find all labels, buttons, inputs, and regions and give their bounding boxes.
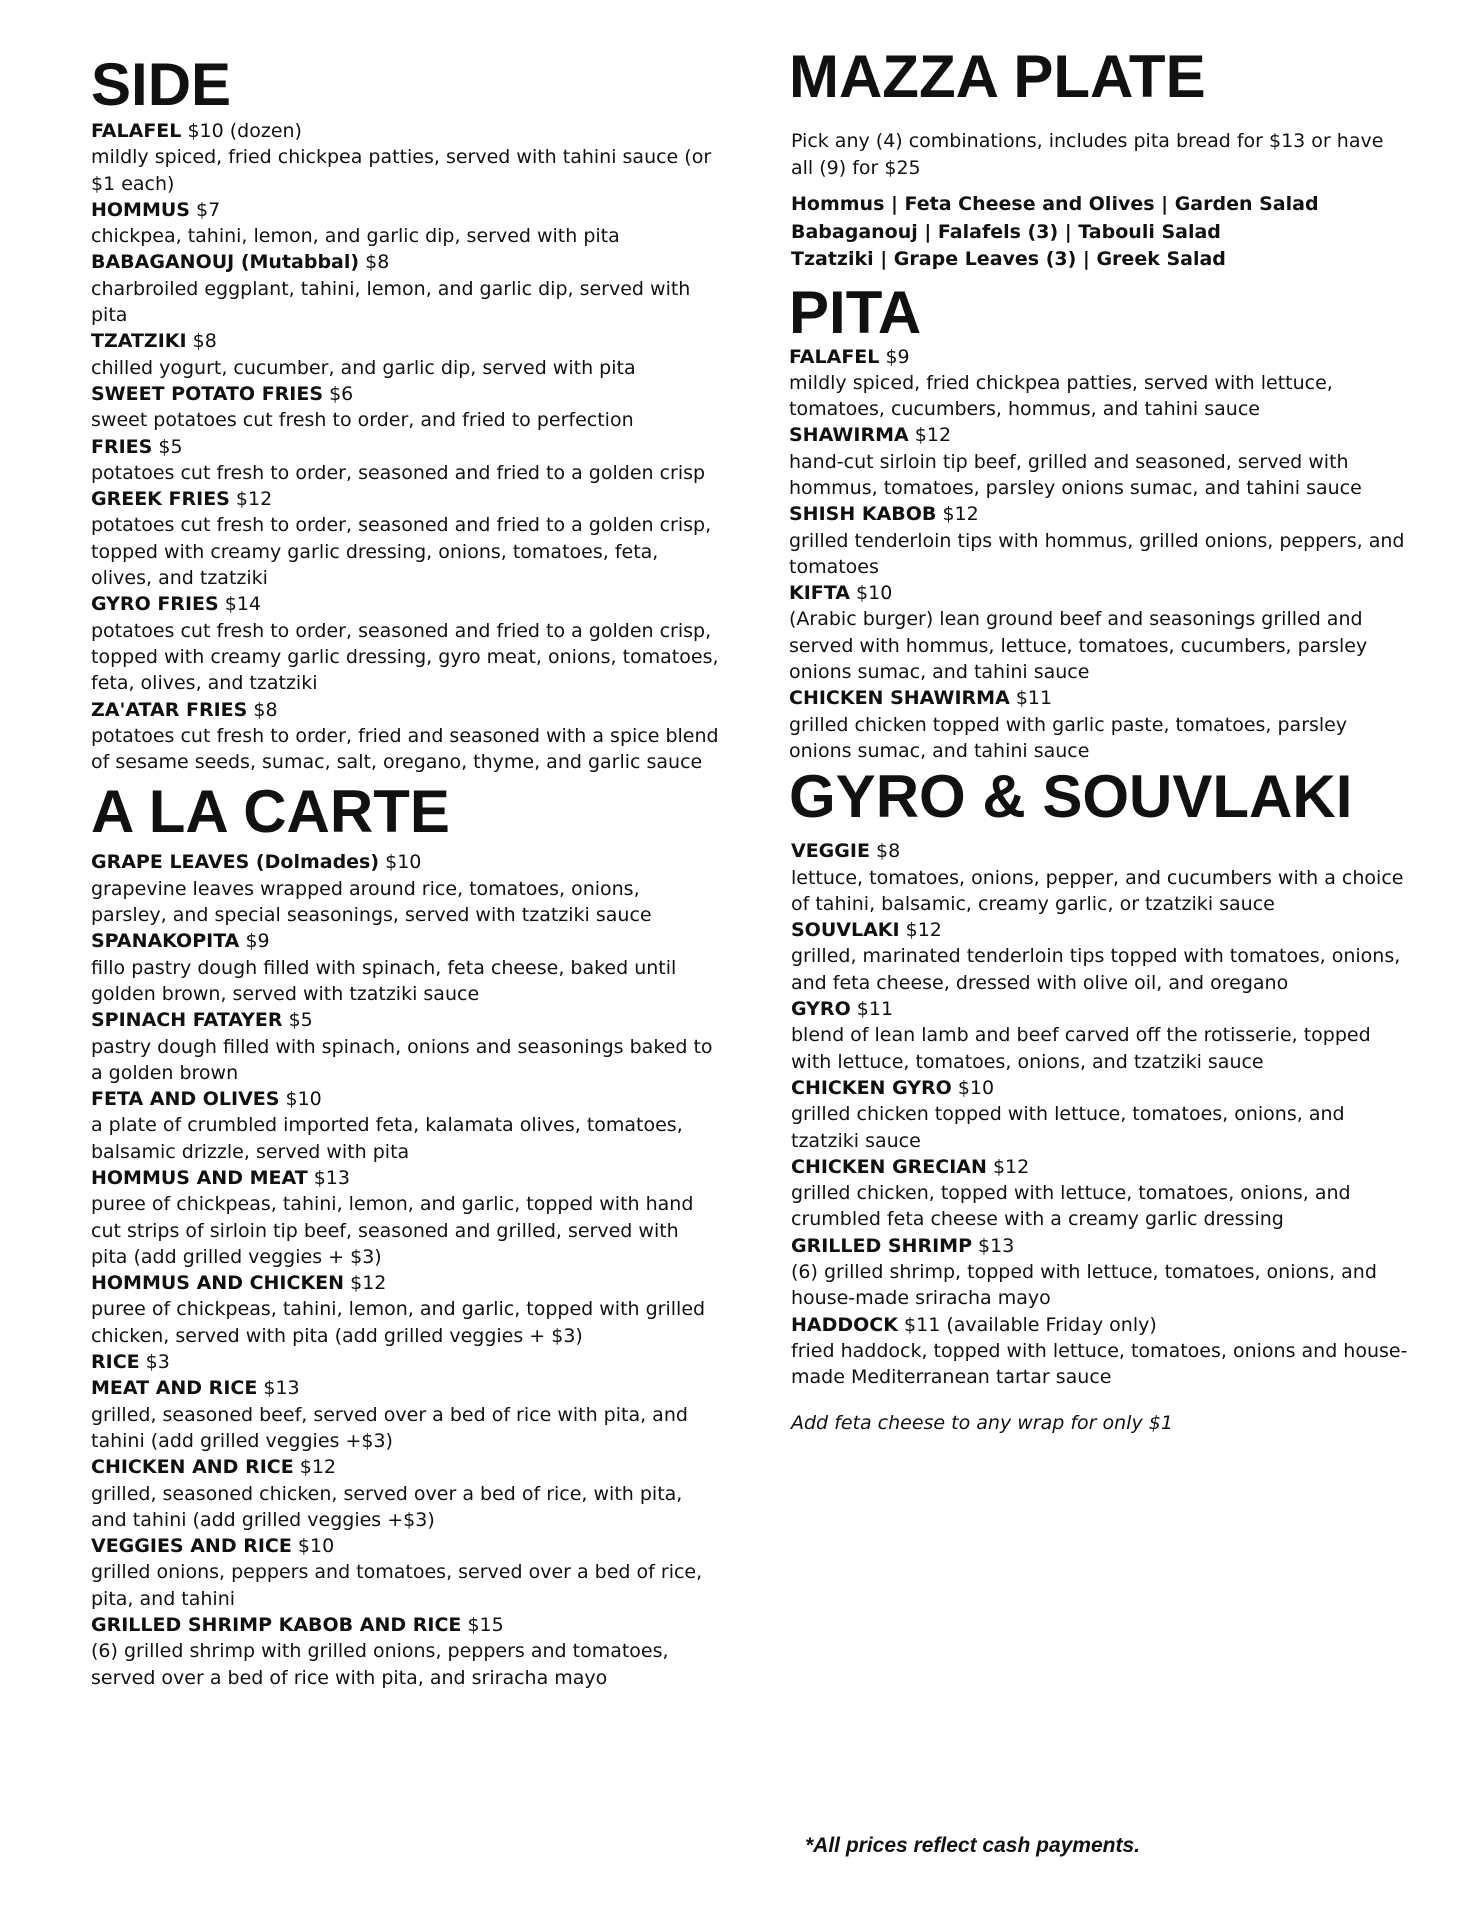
item-description: grapevine leaves wrapped around rice, tomatoes, onions, parsley, and special seasonings, served with tzatziki sauce bbox=[91, 877, 652, 927]
item-name: SHISH KABOB bbox=[789, 503, 937, 526]
a-la-carte-heading: A LA CARTE bbox=[91, 778, 450, 846]
menu-item bbox=[91, 1086, 721, 1165]
menu-item bbox=[91, 197, 721, 250]
item-price: $10 (dozen) bbox=[187, 120, 302, 142]
item-name: SHAWIRMA bbox=[789, 424, 909, 447]
menu-item bbox=[789, 685, 1409, 764]
item-name: RICE bbox=[91, 1351, 140, 1374]
item-description: potatoes cut fresh to order, seasoned and fried to a golden crisp bbox=[91, 461, 706, 484]
menu-item bbox=[91, 928, 721, 1007]
item-name: TZATZIKI bbox=[91, 330, 187, 353]
item-name: GREEK FRIES bbox=[91, 488, 230, 511]
item-description: charbroiled eggplant, tahini, lemon, and garlic dip, served with pita bbox=[91, 277, 691, 327]
menu-item bbox=[91, 1533, 721, 1612]
item-price: $6 bbox=[329, 382, 354, 405]
menu-item bbox=[791, 1312, 1409, 1391]
combo-line: Tzatziki | Grape Leaves (3) | Greek Salad bbox=[791, 248, 1226, 270]
item-name: GRAPE LEAVES (Dolmades) bbox=[91, 851, 380, 874]
item-name: SOUVLAKI bbox=[791, 919, 900, 942]
item-name: GYRO bbox=[791, 998, 851, 1021]
item-price: $12 bbox=[299, 1456, 337, 1479]
item-name: CHICKEN AND RICE bbox=[91, 1456, 294, 1479]
item-description: fillo pastry dough filled with spinach, feta cheese, baked until golden brown, served with tzatziki sauce bbox=[91, 956, 677, 1005]
item-description: puree of chickpeas, tahini, lemon, and garlic, topped with grilled chicken, served with pita (add grilled veggies + $3) bbox=[91, 1298, 706, 1347]
item-price: $10 bbox=[297, 1535, 335, 1558]
item-description: grilled onions, peppers and tomatoes, served over a bed of rice, pita, and tahini bbox=[91, 1561, 703, 1610]
mazza-combos bbox=[791, 191, 1409, 274]
feta-note: Add feta cheese to any wrap for only $1 bbox=[791, 1412, 1173, 1435]
item-price: $15 bbox=[467, 1614, 504, 1637]
item-name: CHICKEN SHAWIRMA bbox=[789, 687, 1010, 710]
item-description: pastry dough filled with spinach, onions and seasonings baked to a golden brown bbox=[91, 1035, 713, 1084]
item-description: hand-cut sirloin tip beef, grilled and seasoned, served with hommus, tomatoes, parsley onions sumac, and tahini sauce bbox=[789, 450, 1362, 499]
menu-item bbox=[91, 486, 721, 591]
menu-item bbox=[91, 434, 721, 487]
item-name: HADDOCK bbox=[791, 1313, 898, 1336]
item-price: $12 bbox=[914, 424, 952, 447]
item-name: CHICKEN GYRO bbox=[791, 1076, 952, 1099]
item-price: $3 bbox=[145, 1351, 170, 1374]
pita-list bbox=[789, 344, 1409, 765]
gyro-list bbox=[791, 838, 1409, 1390]
item-name: CHICKEN GRECIAN bbox=[791, 1155, 987, 1178]
item-name: SPANAKOPITA bbox=[91, 930, 240, 953]
menu-item bbox=[791, 1154, 1409, 1233]
item-price: $10 bbox=[957, 1076, 995, 1099]
item-description: grilled, seasoned chicken, served over a bed of rice, with pita, and tahini (add grilled veggies +$3) bbox=[91, 1482, 683, 1531]
item-description: sweet potatoes cut fresh to order, and fried to perfection bbox=[91, 409, 634, 432]
item-name: VEGGIE bbox=[791, 840, 870, 863]
menu-item bbox=[791, 1075, 1409, 1154]
menu-item bbox=[791, 996, 1409, 1075]
item-description: chickpea, tahini, lemon, and garlic dip, served with pita bbox=[91, 225, 620, 248]
item-name: FETA AND OLIVES bbox=[91, 1088, 280, 1111]
item-price: $5 bbox=[288, 1009, 313, 1032]
item-name: VEGGIES AND RICE bbox=[91, 1535, 292, 1558]
menu-item bbox=[791, 838, 1409, 917]
menu-item bbox=[91, 1349, 721, 1375]
item-name: GRILLED SHRIMP bbox=[791, 1234, 972, 1257]
menu-item bbox=[791, 1233, 1409, 1312]
item-description: potatoes cut fresh to order, seasoned and fried to a golden crisp, topped with creamy garlic dressing, onions, tomatoes, feta, olives, and tzatziki bbox=[91, 514, 712, 590]
item-description: puree of chickpeas, tahini, lemon, and garlic, topped with hand cut strips of sirloin tip beef, seasoned and grilled, served with pita (add grilled veggies + $3) bbox=[91, 1193, 694, 1268]
item-name: MEAT AND RICE bbox=[91, 1377, 258, 1400]
item-name: FALAFEL bbox=[91, 120, 182, 142]
menu-item bbox=[791, 917, 1409, 996]
menu-item bbox=[91, 849, 721, 928]
cash-price-footnote: *All prices reflect cash payments. bbox=[805, 1834, 1140, 1857]
menu-item bbox=[91, 328, 721, 381]
item-description: (Arabic burger) lean ground beef and seasonings grilled and served with hommus, lettuce, tomatoes, cucumbers, parsley onions sumac, and tahini sauce bbox=[789, 608, 1368, 684]
item-price: $13 bbox=[313, 1166, 350, 1189]
menu-item bbox=[789, 344, 1409, 423]
menu-item bbox=[91, 1454, 721, 1533]
item-price: $8 bbox=[875, 840, 901, 863]
item-name: SWEET POTATO FRIES bbox=[91, 382, 324, 405]
item-name: FALAFEL bbox=[789, 345, 880, 368]
item-description: grilled chicken, topped with lettuce, tomatoes, onions, and crumbled feta cheese with a creamy garlic dressing bbox=[791, 1182, 1351, 1231]
mazza-plate-heading: MAZZA PLATE bbox=[789, 43, 1206, 110]
item-price: $10 bbox=[385, 851, 422, 874]
menu-item bbox=[91, 1612, 721, 1691]
a-la-carte-list bbox=[91, 849, 721, 1691]
item-description: grilled chicken topped with lettuce, tomatoes, onions, and tzatziki sauce bbox=[791, 1103, 1345, 1152]
item-price: $14 bbox=[224, 593, 261, 616]
item-name: KIFTA bbox=[789, 582, 850, 605]
item-price: $8 bbox=[253, 698, 278, 721]
menu-item bbox=[789, 580, 1409, 685]
item-price: $10 bbox=[285, 1088, 322, 1111]
item-price: $13 bbox=[978, 1234, 1015, 1257]
item-price: $11 bbox=[856, 998, 894, 1021]
menu-item bbox=[91, 381, 721, 434]
item-price: $5 bbox=[158, 435, 183, 458]
item-name: GYRO FRIES bbox=[91, 593, 219, 616]
item-name: SPINACH FATAYER bbox=[91, 1009, 283, 1032]
menu-item bbox=[91, 1007, 721, 1086]
item-description: grilled, seasoned beef, served over a bed of rice with pita, and tahini (add grilled veggies +$3) bbox=[91, 1403, 688, 1452]
combo-line: Babaganouj | Falafels (3) | Tabouli Salad bbox=[791, 220, 1221, 243]
menu-item bbox=[91, 118, 721, 197]
item-description: (6) grilled shrimp with grilled onions, peppers and tomatoes, served over a bed of rice with pita, and sriracha mayo bbox=[91, 1640, 669, 1689]
item-description: a plate of crumbled imported feta, kalamata olives, tomatoes, balsamic drizzle, served with pita bbox=[91, 1114, 683, 1163]
item-price: $12 bbox=[235, 488, 273, 511]
menu-item bbox=[91, 249, 721, 328]
side-heading: SIDE bbox=[91, 51, 232, 118]
item-price: $12 bbox=[942, 503, 979, 526]
item-price: $12 bbox=[350, 1272, 387, 1295]
item-description: lettuce, tomatoes, onions, pepper, and cucumbers with a choice of tahini, balsamic, creamy garlic, or tzatziki sauce bbox=[791, 866, 1404, 915]
menu-item bbox=[91, 1270, 721, 1349]
item-name: GRILLED SHRIMP KABOB AND RICE bbox=[91, 1614, 462, 1637]
mazza-intro: Pick any (4) combinations, includes pita bread for $13 or have all (9) for $25 bbox=[791, 130, 1384, 179]
item-description: grilled chicken topped with garlic paste, tomatoes, parsley onions sumac, and tahini sauce bbox=[789, 713, 1348, 762]
item-description: mildly spiced, fried chickpea patties, served with lettuce, tomatoes, cucumbers, hommus, and tahini sauce bbox=[789, 371, 1333, 421]
item-price: $9 bbox=[885, 345, 910, 368]
item-name: HOMMUS AND MEAT bbox=[91, 1166, 308, 1189]
item-description: mildly spiced, fried chickpea patties, served with tahini sauce (or $1 each) bbox=[91, 146, 712, 195]
pita-heading: PITA bbox=[789, 278, 922, 346]
item-price: $12 bbox=[905, 919, 942, 942]
right-column bbox=[789, 44, 1409, 1436]
item-description: grilled tenderloin tips with hommus, grilled onions, peppers, and tomatoes bbox=[789, 529, 1405, 578]
left-column bbox=[91, 52, 721, 1691]
menu-item bbox=[91, 1375, 721, 1454]
item-price: $13 bbox=[263, 1377, 300, 1400]
menu-item bbox=[789, 422, 1409, 501]
item-description: blend of lean lamb and beef carved off the rotisserie, topped with lettuce, tomatoes, onions, and tzatziki sauce bbox=[791, 1024, 1371, 1073]
item-description: chilled yogurt, cucumber, and garlic dip, served with pita bbox=[91, 356, 636, 379]
item-price: $11 bbox=[1015, 687, 1053, 710]
item-description: (6) grilled shrimp, topped with lettuce, tomatoes, onions, and house-made sriracha mayo bbox=[791, 1261, 1377, 1310]
item-name: HOMMUS bbox=[91, 198, 190, 221]
item-price: $7 bbox=[196, 198, 221, 221]
item-description: grilled, marinated tenderloin tips topped with tomatoes, onions, and feta cheese, dressed with olive oil, and oregano bbox=[791, 945, 1401, 994]
item-name: BABAGANOUJ (Mutabbal) bbox=[91, 251, 360, 274]
item-description: potatoes cut fresh to order, fried and seasoned with a spice blend of sesame seeds, sumac, salt, oregano, thyme, and garlic sauce bbox=[91, 724, 719, 774]
item-name: HOMMUS AND CHICKEN bbox=[91, 1272, 345, 1295]
item-price: $12 bbox=[992, 1155, 1030, 1178]
combo-line: Hommus | Feta Cheese and Olives | Garden Salad bbox=[791, 193, 1319, 215]
menu-item bbox=[91, 697, 721, 776]
item-name: FRIES bbox=[91, 435, 153, 458]
item-price: $10 bbox=[856, 582, 893, 605]
menu-item bbox=[91, 1165, 721, 1270]
side-list bbox=[91, 118, 721, 775]
menu-item bbox=[789, 501, 1409, 580]
item-price: $8 bbox=[365, 251, 390, 274]
item-price: $8 bbox=[192, 330, 217, 353]
item-description: fried haddock, topped with lettuce, tomatoes, onions and house-made Mediterranean tartar sauce bbox=[791, 1339, 1408, 1389]
item-description: potatoes cut fresh to order, seasoned and fried to a golden crisp, topped with creamy garlic dressing, gyro meat, onions, tomatoes, feta, olives, and tzatziki bbox=[91, 619, 719, 695]
item-price: $9 bbox=[245, 930, 270, 953]
item-price: $11 (available Friday only) bbox=[904, 1313, 1157, 1336]
item-name: ZA'ATAR FRIES bbox=[91, 698, 248, 721]
menu-item bbox=[91, 591, 721, 696]
gyro-souvlaki-heading: GYRO & SOUVLAKI bbox=[789, 763, 1353, 831]
